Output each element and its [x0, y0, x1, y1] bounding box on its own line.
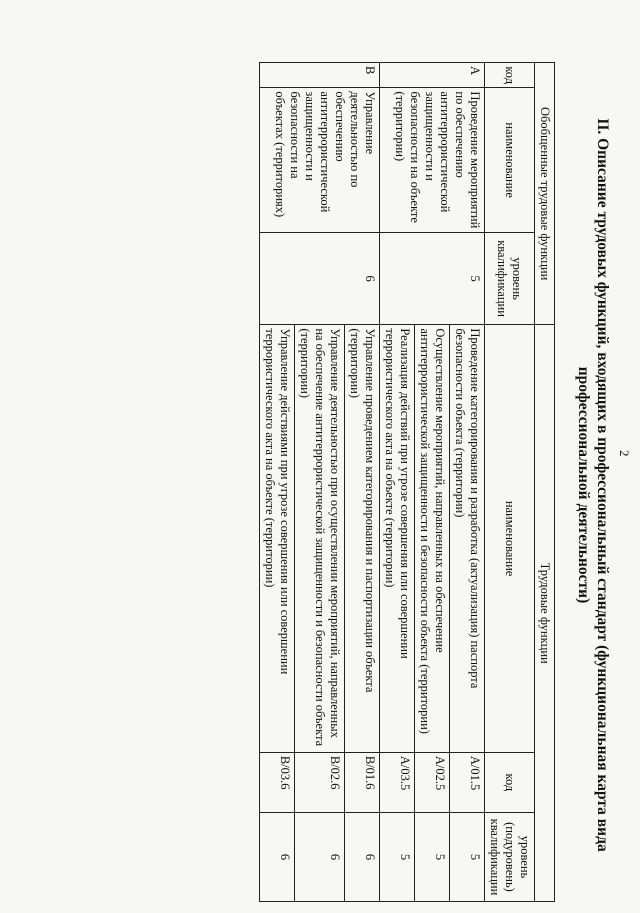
section-title — [574, 60, 612, 910]
function-level: 5 — [415, 812, 450, 901]
function-code: A/02.5 — [415, 752, 450, 812]
function-level: 5 — [380, 812, 415, 901]
function-code: B/02.6 — [295, 752, 345, 812]
title-line-1: II. Описание трудовых функций, входящих в профессиональный стандарт (функциональная карта вида — [594, 118, 611, 852]
function-name: Реализация действий при угрозе совершения или совершении террористического акта на объекте (территории) — [380, 325, 415, 753]
group-code: B — [260, 63, 380, 88]
function-level: 6 — [260, 812, 295, 901]
header-sub-level: уровень (подуровень) квалификации — [485, 812, 535, 901]
group-level: 6 — [260, 232, 380, 324]
function-name: Управление деятельностью при осуществлении мероприятий, направленных на обеспечение антитеррористической защищенности и безопасности объекта (территории) — [295, 325, 345, 753]
function-name: Управление проведением категорирования и паспортизации объекта (территории) — [345, 325, 380, 753]
function-name: Управление действиями при угрозе совершения или совершении террористического акта на объекте (территории) — [260, 325, 295, 753]
function-name: Осуществление мероприятий, направленных на обеспечение антитеррористической защищенности и безопасности объекта (территории) — [415, 325, 450, 753]
title-line-2: профессиональной деятельности) — [575, 366, 592, 604]
group-name: Управление деятельностью по обеспечению антитеррористической защищенности и безопасности на объектах (территориях) — [260, 88, 380, 232]
group-level: 5 — [380, 232, 485, 324]
header-level: уровень квалификации — [485, 232, 535, 324]
table-row — [450, 63, 485, 902]
function-code: B/03.6 — [260, 752, 295, 812]
page-number: 2 — [617, 450, 632, 457]
function-code: B/01.6 — [345, 752, 380, 812]
header-sub-code: код — [485, 752, 535, 812]
function-level: 5 — [450, 812, 485, 901]
function-level: 6 — [345, 812, 380, 901]
header-row-2 — [485, 63, 535, 902]
function-name: Проведение категорирования и разработка (актуализация) паспорта безопасности объекта (территории) — [450, 325, 485, 753]
header-row-1 — [535, 63, 555, 902]
header-name: наименование — [485, 88, 535, 232]
header-generalized: Обобщенные трудовые функции — [535, 63, 555, 325]
function-code: A/03.5 — [380, 752, 415, 812]
header-code: код — [485, 63, 535, 88]
function-level: 6 — [295, 812, 345, 901]
header-labor: Трудовые функции — [535, 325, 555, 902]
group-name: Проведение мероприятий по обеспечению антитеррористической защищенности и безопасности на объекте (территории) — [380, 88, 485, 232]
functional-map-table — [259, 62, 555, 902]
group-code: A — [380, 63, 485, 88]
table-row — [345, 63, 380, 902]
header-sub-name: наименование — [485, 325, 535, 753]
function-code: A/01.5 — [450, 752, 485, 812]
